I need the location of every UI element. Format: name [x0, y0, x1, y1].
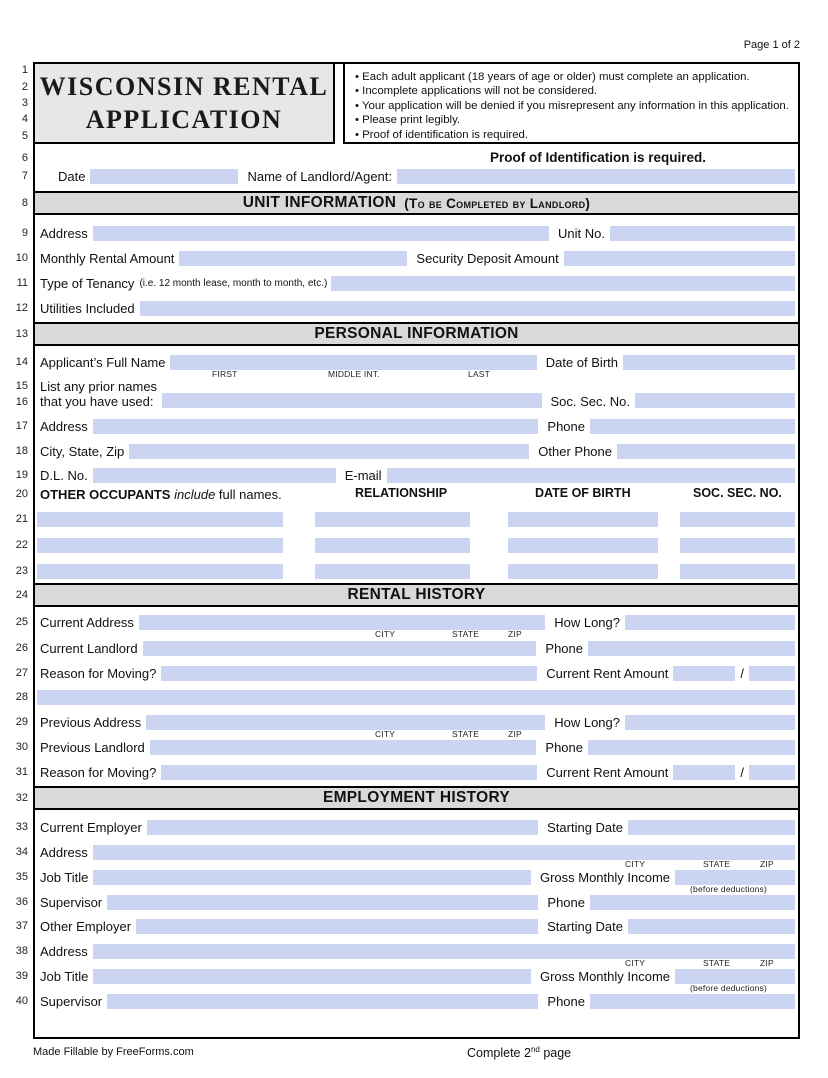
email-label: E-mail: [344, 467, 382, 483]
security-deposit-input[interactable]: [564, 251, 795, 266]
applicant-address-input[interactable]: [93, 419, 539, 434]
rent-slash: /: [740, 665, 744, 681]
section-employment-history: [33, 786, 800, 810]
line-number: 19: [15, 469, 28, 481]
form-title: [33, 62, 335, 144]
other-supervisor-input[interactable]: [107, 994, 538, 1009]
line-number: 9: [21, 227, 28, 239]
utilities-label: Utilities Included: [40, 300, 135, 316]
line-number: 21: [15, 513, 28, 525]
current-landlord-phone-label: Phone: [545, 640, 583, 656]
utilities-input[interactable]: [140, 301, 795, 316]
current-job-title-input[interactable]: [93, 870, 531, 885]
monthly-rental-label: Monthly Rental Amount: [40, 250, 175, 266]
unit-no-label: Unit No.: [558, 225, 605, 241]
row-previous-moving-reason: [40, 762, 795, 782]
occupant2-dob-input[interactable]: [508, 538, 658, 553]
line-number: 28: [15, 691, 28, 703]
current-rent-period-input[interactable]: [749, 666, 795, 681]
dl-label: D.L. No.: [40, 467, 88, 483]
row-unit-address: [40, 223, 795, 243]
section-personal-information: [33, 322, 800, 346]
before-deductions-note: (before deductions): [690, 982, 768, 993]
line-number: 36: [15, 896, 28, 908]
landlord-agent-label: Name of Landlord/Agent:: [247, 168, 393, 184]
previous-address-input[interactable]: [146, 715, 545, 730]
line-number: 1: [21, 64, 28, 77]
unit-no-input[interactable]: [610, 226, 795, 241]
other-employer-label: Other Employer: [40, 918, 132, 934]
current-rent-amount-input[interactable]: [673, 666, 735, 681]
landlord-agent-input[interactable]: [397, 169, 795, 184]
security-deposit-label: Security Deposit Amount: [416, 250, 559, 266]
previous-landlord-label: Previous Landlord: [40, 739, 145, 755]
line-number: 40: [15, 995, 28, 1007]
current-gross-income-input[interactable]: [675, 870, 795, 885]
occupants-header: [40, 487, 282, 502]
row-previous-address: [40, 712, 795, 739]
other-job-title-label: Job Title: [40, 968, 89, 984]
line-number: 22: [15, 539, 28, 551]
line-number: 31: [15, 766, 28, 778]
other-employer-input[interactable]: [136, 919, 538, 934]
occupant-row-2: [37, 535, 795, 555]
current-supervisor-phone-label: Phone: [547, 894, 585, 910]
date-input[interactable]: [90, 169, 238, 184]
occupant2-name-input[interactable]: [37, 538, 283, 553]
row-utilities: [40, 298, 795, 318]
before-deductions-note: (before deductions): [690, 883, 768, 894]
prior-names-label: [40, 379, 157, 409]
ssn-input[interactable]: [635, 393, 795, 408]
rental-section-title: RENTAL HISTORY: [347, 586, 486, 603]
row-current-landlord: [40, 638, 795, 658]
line-number: 8: [21, 197, 28, 209]
form-border-box: [33, 62, 800, 1039]
city-state-zip-input[interactable]: [129, 444, 529, 459]
line-number: 13: [15, 328, 28, 340]
line-number: 24: [15, 589, 28, 601]
employment-section-title: EMPLOYMENT HISTORY: [322, 789, 511, 806]
row-current-address: [40, 612, 795, 639]
occupant2-relationship-input[interactable]: [315, 538, 470, 553]
current-address-input[interactable]: [139, 615, 545, 630]
previous-landlord-input[interactable]: [150, 740, 537, 755]
how-long-label: How Long?: [554, 614, 620, 630]
date-label: Date: [58, 168, 86, 184]
current-employer-address-label: Address: [40, 844, 88, 860]
footer-complete-pre: Complete 2: [467, 1046, 531, 1061]
name-sub-last: LAST: [468, 368, 491, 379]
applicant-address-label: Address: [40, 418, 88, 434]
line-number: 10: [15, 252, 28, 264]
current-employer-address-input[interactable]: [93, 845, 795, 860]
phone-label: Phone: [547, 418, 585, 434]
unit-section-subtitle: (To be Completed by Landlord): [404, 195, 591, 211]
dl-no-input[interactable]: [93, 468, 336, 483]
other-phone-input[interactable]: [617, 444, 795, 459]
notice-item: • Please print legibly.: [355, 113, 792, 127]
notice-item: • Your application will be denied if you misrepresent any information in this application.: [355, 99, 792, 113]
col-relationship: RELATIONSHIP: [355, 486, 448, 500]
tenancy-label: Type of Tenancy: [40, 275, 135, 291]
line-number: 20: [15, 488, 28, 500]
line-number: 27: [15, 667, 28, 679]
row-tenancy-type: [40, 273, 795, 293]
line-number: 5: [21, 129, 28, 142]
other-start-date-input[interactable]: [628, 919, 795, 934]
line-number: 12: [15, 302, 28, 314]
unit-address-label: Address: [40, 225, 88, 241]
other-phone-label: Other Phone: [538, 443, 612, 459]
other-supervisor-phone-input[interactable]: [590, 994, 795, 1009]
row-other-supervisor: [40, 991, 795, 1011]
other-starting-date-label: Starting Date: [547, 918, 623, 934]
full-name-label: Applicant’s Full Name: [40, 354, 166, 370]
prior-names-line1: List any prior names: [40, 379, 158, 394]
sub-zip: ZIP: [760, 858, 774, 869]
row-other-employer: [40, 916, 795, 936]
current-employer-input[interactable]: [147, 820, 538, 835]
row-current-supervisor: [40, 892, 795, 912]
current-supervisor-label: Supervisor: [40, 894, 103, 910]
occupant1-ssn-input[interactable]: [680, 512, 795, 527]
row-proof-note: [40, 148, 795, 168]
row-reason-continued: [37, 687, 795, 707]
previous-reason-label: Reason for Moving?: [40, 764, 157, 780]
occupant1-name-input[interactable]: [37, 512, 283, 527]
line-number: 39: [15, 970, 28, 982]
row-previous-landlord: [40, 737, 795, 757]
personal-section-title: PERSONAL INFORMATION: [314, 325, 519, 342]
current-supervisor-phone-input[interactable]: [590, 895, 795, 910]
previous-rent-amount-label: Current Rent Amount: [546, 764, 669, 780]
current-reason-label: Reason for Moving?: [40, 665, 157, 681]
previous-landlord-phone-label: Phone: [545, 739, 583, 755]
row-other-employer-address: [40, 941, 795, 968]
current-address-label: Current Address: [40, 614, 134, 630]
sub-state: STATE: [703, 957, 731, 968]
occupant1-dob-input[interactable]: [508, 512, 658, 527]
current-moving-reason-input[interactable]: [161, 666, 537, 681]
row-current-job-title: [40, 867, 795, 894]
sub-zip: ZIP: [508, 728, 522, 739]
other-supervisor-phone-label: Phone: [547, 993, 585, 1009]
line-number: 2: [21, 80, 28, 93]
line-number: 15: [15, 380, 28, 392]
name-sub-middle: MIDDLE INT.: [328, 368, 380, 379]
dob-input[interactable]: [623, 355, 795, 370]
applicant-name-input[interactable]: [170, 355, 536, 370]
footer-complete-sup: nd: [530, 1045, 540, 1054]
line-number: 18: [15, 445, 28, 457]
current-job-title-label: Job Title: [40, 869, 89, 885]
row-occupants-header: [40, 484, 795, 504]
sub-zip: ZIP: [760, 957, 774, 968]
page-indicator: Page 1 of 2: [743, 39, 800, 51]
occupant-row-1: [37, 509, 795, 529]
footer-credit: Made Fillable by FreeForms.com: [33, 1046, 194, 1058]
current-landlord-input[interactable]: [143, 641, 537, 656]
row-current-moving-reason: [40, 663, 795, 683]
line-number: 29: [15, 716, 28, 728]
occupants-header-bold: OTHER OCCUPANTS: [40, 486, 171, 502]
other-job-title-input[interactable]: [93, 969, 531, 984]
row-city-state-zip: [40, 441, 795, 461]
line-number: 4: [21, 113, 28, 126]
current-supervisor-input[interactable]: [107, 895, 538, 910]
footer-complete-note: [467, 1045, 571, 1060]
current-landlord-label: Current Landlord: [40, 640, 138, 656]
section-unit-information: [33, 191, 800, 215]
col-date-of-birth: DATE OF BIRTH: [535, 486, 631, 500]
occupant3-ssn-input[interactable]: [680, 564, 795, 579]
section-rental-history: [33, 583, 800, 607]
name-sub-first: FIRST: [212, 368, 238, 379]
tenancy-hint: (i.e. 12 month lease, month to month, etc.): [139, 277, 328, 289]
occupant3-name-input[interactable]: [37, 564, 283, 579]
col-soc-sec-no: SOC. SEC. NO.: [693, 486, 782, 500]
csz-label: City, State, Zip: [40, 443, 125, 459]
line-number: 16: [15, 396, 28, 408]
dob-label: Date of Birth: [545, 354, 618, 370]
line-number: 3: [21, 97, 28, 109]
row-dl-email: [40, 465, 795, 485]
unit-address-input[interactable]: [93, 226, 549, 241]
footer-complete-post: page: [539, 1046, 572, 1061]
other-employer-address-input[interactable]: [93, 944, 795, 959]
current-employer-label: Current Employer: [40, 819, 142, 835]
row-rent-deposit: [40, 248, 795, 268]
current-rent-amount-label: Current Rent Amount: [546, 665, 669, 681]
occupants-header-italic: include: [170, 486, 216, 502]
occupant1-relationship-input[interactable]: [315, 512, 470, 527]
rent-slash: /: [740, 764, 744, 780]
email-input[interactable]: [387, 468, 795, 483]
tenancy-type-input[interactable]: [331, 276, 795, 291]
row-applicant-name: [40, 352, 795, 379]
ssn-label: Soc. Sec. No.: [550, 394, 630, 409]
previous-how-long-input[interactable]: [625, 715, 795, 730]
line-number: 6: [21, 152, 28, 164]
row-date-landlord: [40, 166, 795, 186]
other-employer-address-label: Address: [40, 943, 88, 959]
line-number: 32: [15, 792, 28, 804]
occupant2-ssn-input[interactable]: [680, 538, 795, 553]
row-other-job-title: [40, 966, 795, 993]
occupant3-dob-input[interactable]: [508, 564, 658, 579]
sub-city: CITY: [375, 628, 396, 639]
sub-state: STATE: [452, 628, 480, 639]
moving-reason-extra-input[interactable]: [37, 690, 795, 705]
form-header: [33, 62, 800, 144]
current-landlord-phone-input[interactable]: [588, 641, 795, 656]
sub-city: CITY: [375, 728, 396, 739]
applicant-notices: [343, 62, 800, 144]
row-prior-names: [40, 378, 795, 410]
form-title-line1: WISCONSIN RENTAL: [39, 72, 329, 101]
occupants-header-tail: full names.: [215, 486, 282, 502]
phone-input[interactable]: [590, 419, 795, 434]
prior-names-line2: that you have used:: [40, 394, 154, 409]
line-number: 37: [15, 920, 28, 932]
current-how-long-input[interactable]: [625, 615, 795, 630]
other-gross-income-input[interactable]: [675, 969, 795, 984]
line-number: 25: [15, 616, 28, 628]
notice-item: • Proof of identification is required.: [355, 128, 792, 142]
notice-item: • Each adult applicant (18 years of age or older) must complete an application.: [355, 70, 792, 84]
sub-zip: ZIP: [508, 628, 522, 639]
proof-required-note: Proof of Identification is required.: [490, 150, 707, 165]
line-number: 14: [15, 356, 28, 368]
sub-city: CITY: [625, 858, 646, 869]
form-title-line2: APPLICATION: [85, 105, 283, 134]
row-current-employer-address: [40, 842, 795, 869]
notice-item: • Incomplete applications will not be considered.: [355, 84, 792, 98]
prior-names-input[interactable]: [162, 393, 541, 408]
current-gross-income-label: Gross Monthly Income: [539, 869, 670, 885]
line-number: 34: [15, 846, 28, 858]
current-start-date-input[interactable]: [628, 820, 795, 835]
line-number: 38: [15, 945, 28, 957]
other-gross-income-label: Gross Monthly Income: [539, 968, 670, 984]
line-number: 35: [15, 871, 28, 883]
monthly-rental-input[interactable]: [179, 251, 407, 266]
sub-state: STATE: [452, 728, 480, 739]
sub-state: STATE: [703, 858, 731, 869]
previous-how-long-label: How Long?: [554, 714, 620, 730]
line-number: 26: [15, 642, 28, 654]
unit-section-title: UNIT INFORMATION: [242, 194, 397, 211]
line-number: 30: [15, 741, 28, 753]
previous-landlord-phone-input[interactable]: [588, 740, 795, 755]
previous-rent-period-input[interactable]: [749, 765, 795, 780]
line-number: 23: [15, 565, 28, 577]
occupant3-relationship-input[interactable]: [315, 564, 470, 579]
line-number: 11: [16, 277, 28, 289]
row-current-employer: [40, 817, 795, 837]
row-applicant-address: [40, 416, 795, 436]
previous-rent-amount-input[interactable]: [673, 765, 735, 780]
other-supervisor-label: Supervisor: [40, 993, 103, 1009]
line-number: 7: [21, 170, 28, 182]
line-number: 33: [15, 821, 28, 833]
previous-moving-reason-input[interactable]: [161, 765, 537, 780]
sub-city: CITY: [625, 957, 646, 968]
previous-address-label: Previous Address: [40, 714, 142, 730]
occupant-row-3: [37, 561, 795, 581]
line-number: 17: [15, 420, 28, 432]
current-starting-date-label: Starting Date: [547, 819, 623, 835]
